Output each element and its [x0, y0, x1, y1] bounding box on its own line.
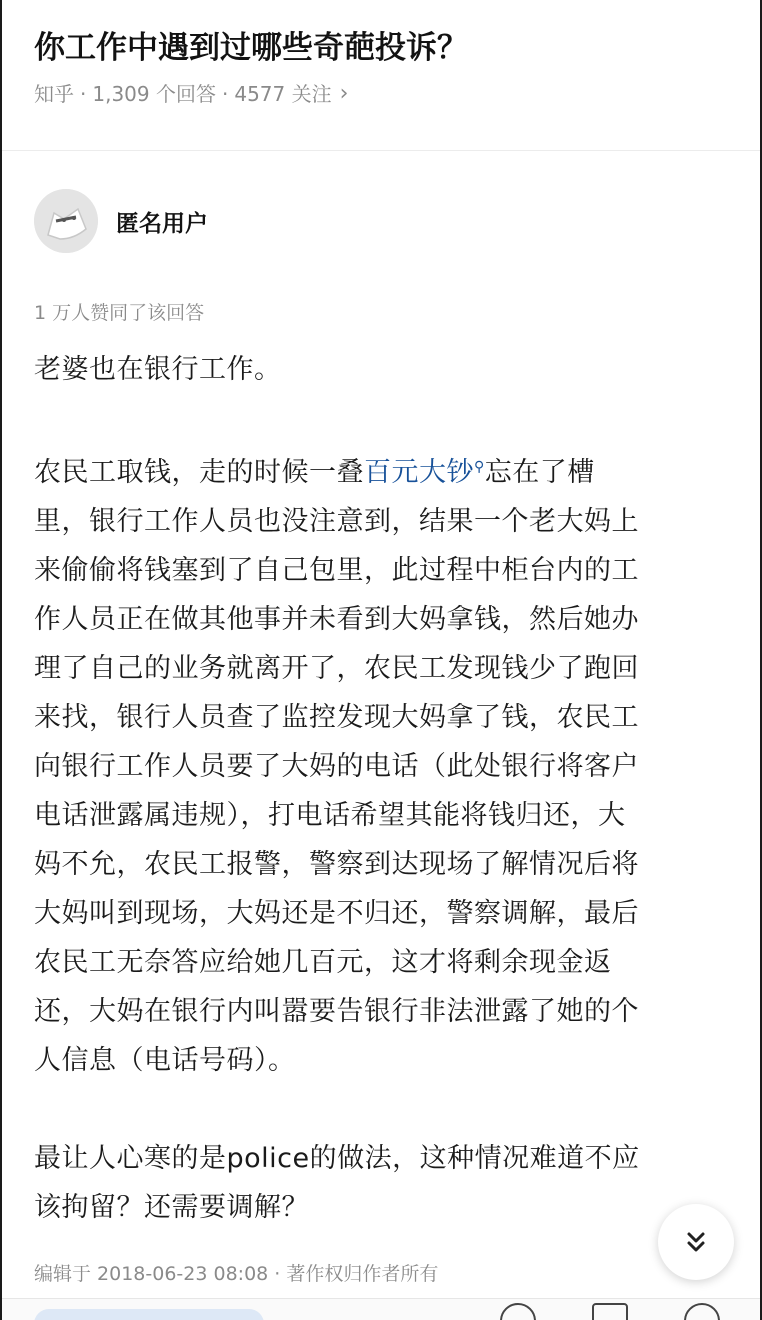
- text-line: 最让人心寒的是police的做法，这种情况难道不应: [34, 1143, 640, 1174]
- paragraph-1: 老婆也在银行工作。: [34, 354, 282, 385]
- edit-info: 编辑于 2018-06-23 08:08 · 著作权归作者所有: [34, 1263, 439, 1285]
- collapse-button[interactable]: [658, 1204, 734, 1280]
- text-line: 农民工取钱，走的时候一叠: [34, 457, 364, 488]
- question-header: [2, 0, 760, 120]
- text-line: 人信息（电话号码）。: [34, 1045, 296, 1076]
- chevrons-down-icon: [683, 1229, 709, 1255]
- text-line: 理了自己的业务就离开了，农民工发现钱少了跑回: [34, 653, 639, 684]
- text-line: 该拘留？还需要调解？: [34, 1192, 309, 1223]
- comment-icon[interactable]: [684, 1303, 720, 1320]
- question-meta[interactable]: [34, 80, 728, 108]
- text-line: 作人员正在做其他事并未看到大妈拿钱，然后她办: [34, 604, 639, 635]
- meta-separator: ·: [221, 82, 229, 106]
- text-line: 大妈叫到现场，大妈还是不归还，警察调解，最后: [34, 898, 639, 929]
- source-label: 知乎: [34, 82, 74, 106]
- favorite-icon[interactable]: [592, 1303, 628, 1320]
- search-icon[interactable]: ⚲: [474, 459, 485, 475]
- anonymous-avatar-icon[interactable]: [34, 189, 98, 253]
- author-name[interactable]: 匿名用户: [116, 210, 208, 237]
- author-row[interactable]: [2, 151, 760, 259]
- like-icon[interactable]: [500, 1303, 536, 1320]
- text-line: 忘在了槽: [484, 457, 595, 488]
- text-line: 妈不允，农民工报警，警察到达现场了解情况后将: [34, 849, 639, 880]
- meta-separator: ·: [80, 82, 87, 106]
- text-line: 里，银行工作人员也没注意到，结果一个老大妈上: [34, 506, 639, 537]
- text-line: 向银行工作人员要了大妈的电话（此处银行将客户: [34, 751, 639, 782]
- chevron-right-icon: ›: [339, 81, 349, 106]
- paragraph-2: [34, 443, 728, 1085]
- text-line: 来找，银行人员查了监控发现大妈拿了钱，农民工: [34, 702, 639, 733]
- question-title[interactable]: 你工作中遇到过哪些奇葩投诉？: [34, 30, 468, 66]
- text-line: 电话泄露属违规），打电话希望其能将钱归还，大: [34, 800, 626, 831]
- vote-count: 1 万人赞同了该回答: [34, 302, 205, 324]
- answer-content: [2, 345, 760, 1232]
- paragraph-gap: [34, 1085, 728, 1134]
- text-line: 农民工无奈答应给她几百元，这才将剩余现金返: [34, 947, 612, 978]
- bottom-action-bar: [2, 1298, 760, 1320]
- paragraph-3: [34, 1134, 728, 1232]
- vote-button[interactable]: [34, 1309, 264, 1320]
- paragraph-gap: [34, 394, 728, 443]
- text-line: 还，大妈在银行内叫嚣要告银行非法泄露了她的个: [34, 996, 639, 1027]
- answer-count: 1,309 个回答: [92, 82, 216, 106]
- search-link[interactable]: 百元大钞: [364, 457, 474, 488]
- follow-count: 4577 关注: [234, 82, 332, 106]
- text-line: 来偷偷将钱塞到了自己包里，此过程中柜台内的工: [34, 555, 639, 586]
